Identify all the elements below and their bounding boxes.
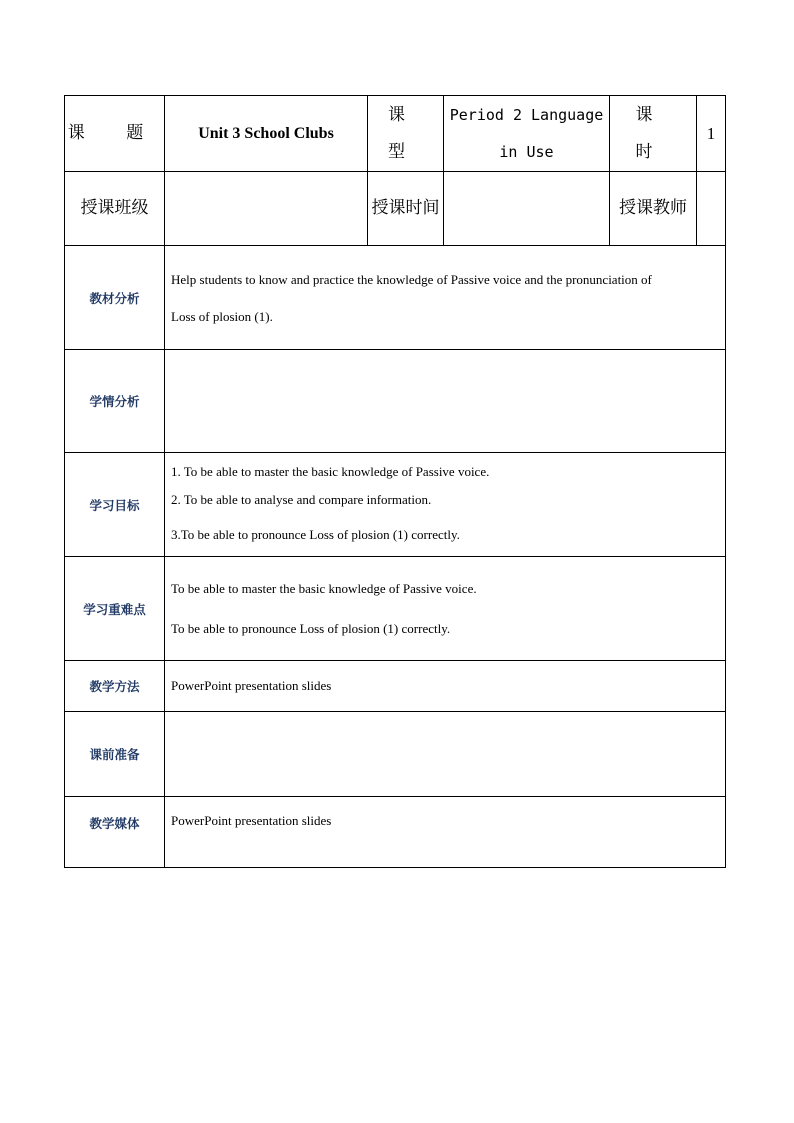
teacher-value bbox=[697, 172, 726, 246]
subject-value: Unit 3 School Clubs bbox=[165, 96, 368, 172]
teacher-label: 授课教师 bbox=[610, 172, 697, 246]
objectives-row bbox=[65, 453, 726, 557]
media-content: PowerPoint presentation slides bbox=[165, 797, 726, 868]
objectives-label: 学习目标 bbox=[65, 453, 165, 557]
media-label: 教学媒体 bbox=[65, 797, 165, 868]
class-value bbox=[165, 172, 368, 246]
key-points-label: 学习重难点 bbox=[65, 557, 165, 661]
students-label: 学情分析 bbox=[65, 350, 165, 453]
students-content bbox=[165, 350, 726, 453]
time-value bbox=[444, 172, 610, 246]
type-value: Period 2 Language in Use bbox=[444, 96, 610, 172]
key-points-row bbox=[65, 557, 726, 661]
objective-3: 3.To be able to pronounce Loss of plosion (1) correctly. bbox=[171, 527, 460, 542]
lesson-plan-table bbox=[64, 95, 726, 868]
materials-row bbox=[65, 246, 726, 350]
objectives-content bbox=[165, 453, 726, 557]
materials-line-2: Loss of plosion (1). bbox=[171, 308, 273, 324]
methods-content: PowerPoint presentation slides bbox=[165, 661, 726, 712]
time-label: 授课时间 bbox=[368, 172, 444, 246]
header-row-2 bbox=[65, 172, 726, 246]
objective-1: 1. To be able to master the basic knowledge of Passive voice. bbox=[171, 464, 490, 479]
key-point-1: To be able to master the basic knowledge of Passive voice. bbox=[171, 580, 477, 596]
materials-line-1: Help students to know and practice the knowledge of Passive voice and the pronunciation of bbox=[171, 271, 652, 287]
type-label: 课 型 bbox=[368, 96, 444, 172]
students-row bbox=[65, 350, 726, 453]
materials-label: 教材分析 bbox=[65, 246, 165, 350]
hours-value: 1 bbox=[697, 96, 726, 172]
objective-2: 2. To be able to analyse and compare information. bbox=[171, 492, 432, 507]
key-points-content bbox=[165, 557, 726, 661]
hours-label: 课 时 bbox=[610, 96, 697, 172]
key-point-2: To be able to pronounce Loss of plosion (1) correctly. bbox=[171, 620, 451, 636]
header-row-1 bbox=[65, 96, 726, 172]
methods-label: 教学方法 bbox=[65, 661, 165, 712]
materials-content bbox=[165, 246, 726, 350]
preparation-label: 课前准备 bbox=[65, 712, 165, 797]
media-row bbox=[65, 797, 726, 868]
subject-label: 课 题 bbox=[65, 96, 165, 172]
methods-row bbox=[65, 661, 726, 712]
preparation-row bbox=[65, 712, 726, 797]
class-label: 授课班级 bbox=[65, 172, 165, 246]
preparation-content bbox=[165, 712, 726, 797]
